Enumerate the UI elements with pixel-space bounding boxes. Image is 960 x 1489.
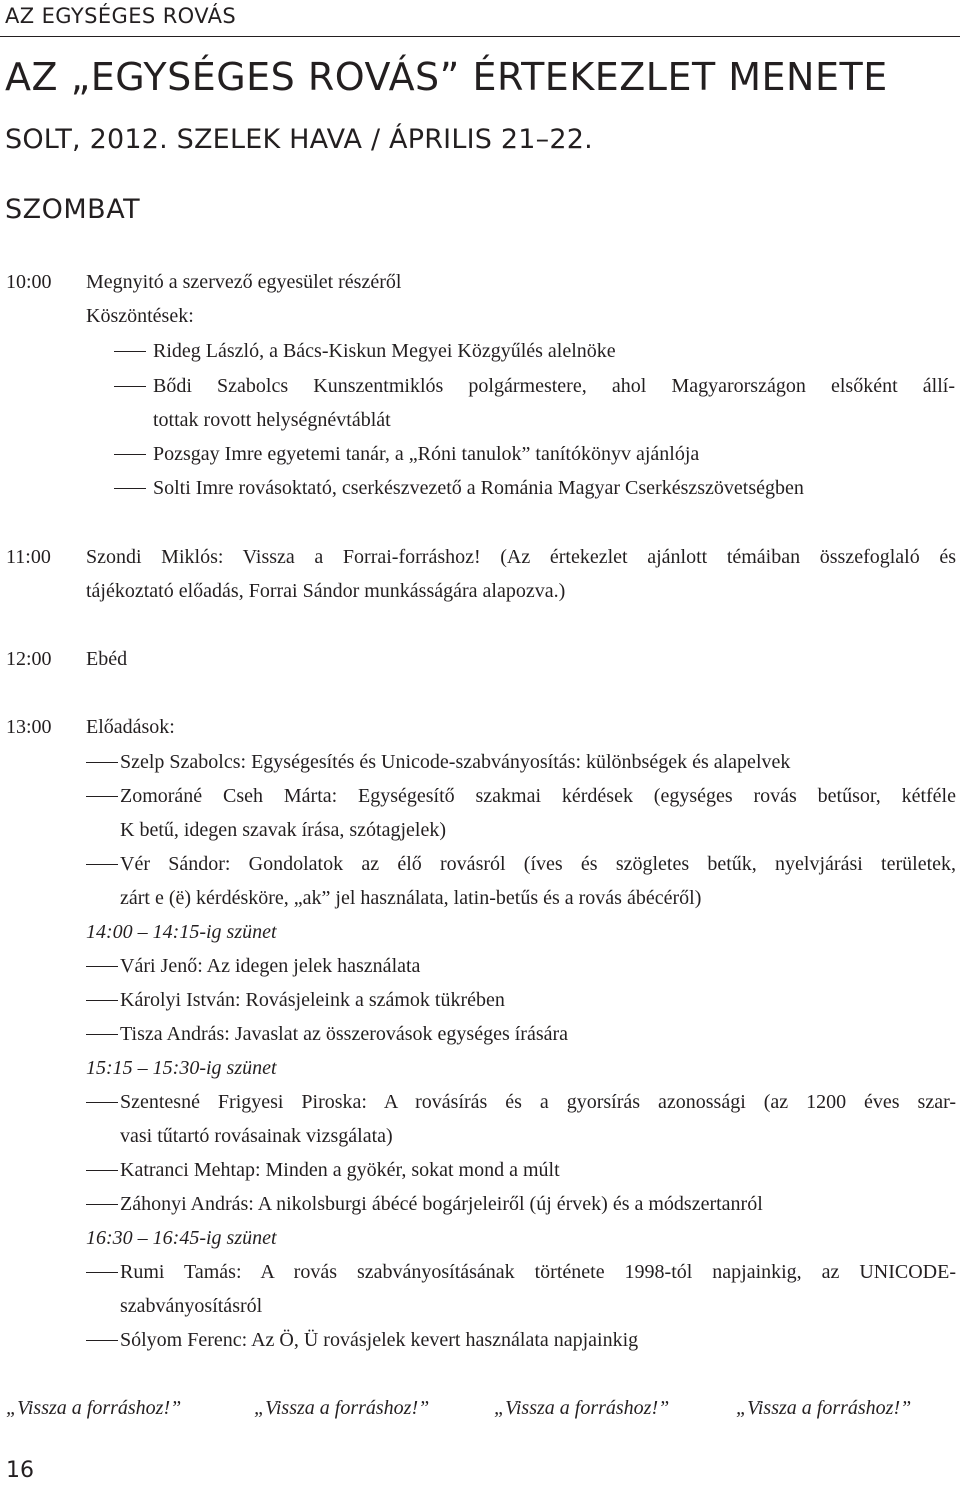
footer-slogan: „Vissza a forráshoz!”: [494, 1397, 670, 1419]
lecture-item: Tisza András: Javaslat az összerovások egységes írására: [120, 1023, 569, 1045]
dash-bullet: [86, 1102, 118, 1103]
lecture-item: Zomoráné Cseh Márta: Egységesítő szakmai kérdések (egységes rovás betűsor, kétféle: [120, 785, 956, 807]
running-head: AZ EGYSÉGES ROVÁS: [5, 4, 237, 28]
greeting-item: Solti Imre rovásoktató, cserkészvezető a Románia Magyar Cserkészszövetségben: [153, 477, 804, 499]
program-line: Ebéd: [86, 648, 128, 670]
dash-bullet: [86, 1340, 118, 1341]
lecture-item-continued: zárt e (ë) kérdésköre, „ak” jel használata, latin-betűs és a rovás ábécéről): [120, 887, 702, 909]
greeting-item-continued: tottak rovott helységnévtáblát: [153, 409, 391, 431]
day-heading: SZOMBAT: [5, 194, 141, 225]
lecture-item: Szentesné Frigyesi Piroska: A rovásírás és a gyorsírás azonossági (az 1200 éves szar-: [120, 1091, 956, 1113]
dash-bullet: [86, 1034, 118, 1035]
dash-bullet: [86, 1204, 118, 1205]
dash-bullet: [114, 351, 146, 352]
program-line: Köszöntések:: [86, 305, 194, 327]
greeting-item: Pozsgay Imre egyetemi tanár, a „Róni tanulok” tanítókönyv ajánlója: [153, 443, 700, 465]
dash-bullet: [86, 1000, 118, 1001]
dash-bullet: [86, 966, 118, 967]
page-subtitle: SOLT, 2012. SZELEK HAVA / ÁPRILIS 21–22.: [5, 124, 593, 155]
dash-bullet: [114, 488, 146, 489]
dash-bullet: [114, 454, 146, 455]
lecture-item: Károlyi István: Rovásjeleink a számok tükrében: [120, 989, 505, 1011]
break-line: 15:15 – 15:30-ig szünet: [86, 1057, 277, 1079]
dash-bullet: [86, 796, 118, 797]
dash-bullet: [86, 864, 118, 865]
footer-slogan: „Vissza a forráshoz!”: [6, 1397, 182, 1419]
lecture-item: Szelp Szabolcs: Egységesítés és Unicode-szabványosítás: különbségek és alapelvek: [120, 751, 791, 773]
time-label: 10:00: [6, 271, 52, 293]
lecture-item-continued: szabványosításról: [120, 1295, 263, 1317]
header-rule: [0, 36, 960, 37]
dash-bullet: [86, 1170, 118, 1171]
footer-slogan: „Vissza a forráshoz!”: [254, 1397, 430, 1419]
footer-slogan: „Vissza a forráshoz!”: [736, 1397, 912, 1419]
time-label: 11:00: [6, 546, 51, 568]
program-line: Megnyitó a szervező egyesület részéről: [86, 271, 402, 293]
dash-bullet: [86, 1272, 118, 1273]
lecture-item: Vári Jenő: Az idegen jelek használata: [120, 955, 421, 977]
greeting-item: Rideg László, a Bács-Kiskun Megyei Közgyűlés alelnöke: [153, 340, 616, 362]
lecture-item-continued: vasi tűtartó rovásainak vizsgálata): [120, 1125, 393, 1147]
lecture-item: Vér Sándor: Gondolatok az élő rovásról (íves és szögletes betűk, nyelvjárási területek,: [120, 853, 956, 875]
page-title: AZ „EGYSÉGES ROVÁS” ÉRTEKEZLET MENETE: [5, 55, 888, 99]
break-line: 14:00 – 14:15-ig szünet: [86, 921, 277, 943]
break-line: 16:30 – 16:45-ig szünet: [86, 1227, 277, 1249]
time-label: 12:00: [6, 648, 52, 670]
dash-bullet: [86, 762, 118, 763]
time-label: 13:00: [6, 716, 52, 738]
lectures-heading: Előadások:: [86, 716, 175, 738]
dash-bullet: [114, 386, 146, 387]
lecture-item: Sólyom Ferenc: Az Ö, Ü rovásjelek kevert használata napjainkig: [120, 1329, 639, 1351]
lecture-item: Rumi Tamás: A rovás szabványosításának története 1998-tól napjainkig, az UNICODE-: [120, 1261, 956, 1283]
greeting-item: Bődi Szabolcs Kunszentmiklós polgármestere, ahol Magyarországon elsőként állí-: [153, 375, 955, 397]
lecture-item-continued: K betű, idegen szavak írása, szótagjelek): [120, 819, 446, 841]
page-number: 16: [6, 1458, 34, 1483]
lecture-item: Katranci Mehtap: Minden a gyökér, sokat mond a múlt: [120, 1159, 560, 1181]
program-line-continued: tájékoztató előadás, Forrai Sándor munkásságára alapozva.): [86, 580, 566, 602]
lecture-item: Záhonyi András: A nikolsburgi ábécé bogárjeleiről (új érvek) és a módszertanról: [120, 1193, 763, 1215]
program-line: Szondi Miklós: Vissza a Forrai-forráshoz! (Az értekezlet ajánlott témáiban összefoglaló és: [86, 546, 956, 568]
